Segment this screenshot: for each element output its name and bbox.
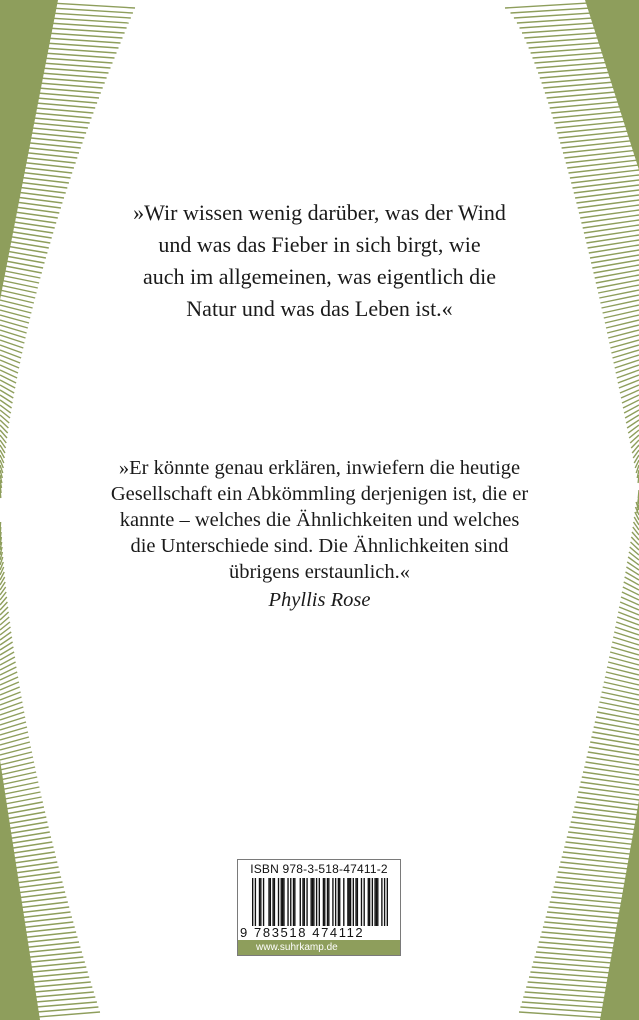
barcode-bar — [270, 878, 271, 926]
barcode-bar — [377, 878, 378, 926]
barcode-bar — [287, 878, 288, 926]
quote-line: kannte – welches die Ähnlichkeiten und welches — [119, 509, 520, 531]
barcode-bar — [335, 878, 336, 926]
barcode-bar — [364, 878, 365, 926]
barcode-bar — [328, 878, 329, 926]
barcode-bar — [259, 878, 260, 926]
barcode-bar — [350, 878, 351, 926]
barcode-bar — [381, 878, 382, 926]
barcode-bar — [260, 878, 261, 926]
barcode-bar — [255, 878, 256, 926]
barcode-bar — [316, 878, 317, 926]
barcode-bar — [274, 878, 275, 926]
barcode-bar — [339, 878, 340, 926]
barcode-bar — [312, 878, 313, 926]
quote-line: die Unterschiede sind. Die Ähnlichkeiten sind — [130, 535, 509, 557]
barcode-bar — [323, 878, 324, 926]
barcode-bar — [283, 878, 284, 926]
barcode-bar — [387, 878, 388, 926]
isbn-label: ISBN 978-3-518-47411-2 — [250, 862, 388, 876]
barcode-bar — [302, 878, 303, 926]
barcode-bar — [347, 878, 348, 926]
quote-line: Natur und was das Leben ist.« — [186, 296, 453, 321]
barcode-bar — [304, 878, 305, 926]
barcode-bar — [384, 878, 385, 926]
barcode-bar — [368, 878, 369, 926]
barcode-bar — [332, 878, 333, 926]
barcode-bar — [319, 878, 320, 926]
barcode-bar — [349, 878, 350, 926]
barcode-bar — [290, 878, 291, 926]
barcode-bar — [372, 878, 373, 926]
barcode-bar — [353, 878, 354, 926]
barcode-bar — [263, 878, 264, 926]
barcode-bar — [293, 878, 294, 926]
barcode-bar — [369, 878, 370, 926]
main-quote — [0, 197, 639, 325]
barcode-bar — [324, 878, 325, 926]
barcode-bar — [300, 878, 301, 926]
quote-line: auch im allgemeinen, was eigentlich die — [142, 264, 497, 289]
isbn-barcode — [237, 859, 401, 956]
review-quote — [0, 455, 639, 613]
quote-line: übrigens erstaunlich.« — [228, 561, 411, 583]
publisher-url: www.suhrkamp.de — [238, 940, 400, 955]
barcode-bar — [343, 878, 344, 926]
quote-author: Phyllis Rose — [268, 589, 371, 611]
barcode-bar — [361, 878, 362, 926]
barcode-bar — [338, 878, 339, 926]
barcode-bar — [272, 878, 273, 926]
barcode-bar — [268, 878, 269, 926]
barcode-bar — [252, 878, 253, 926]
quote-line: und was das Fieber in sich birgt, wie — [158, 232, 481, 257]
barcode-bar — [310, 878, 311, 926]
barcode-bar — [294, 878, 295, 926]
barcode-digits: 9 783518 474112 — [240, 925, 365, 940]
barcode-bar — [313, 878, 314, 926]
barcode-bar — [355, 878, 356, 926]
barcode-bar — [327, 878, 328, 926]
barcode-bar — [376, 878, 377, 926]
barcode-bar — [278, 878, 279, 926]
quote-line: Gesellschaft ein Abkömmling derjenigen ist, die er — [110, 483, 529, 505]
barcode-bar — [357, 878, 358, 926]
barcode-bar — [374, 878, 375, 926]
barcode-bar — [282, 878, 283, 926]
barcode-bars — [252, 878, 388, 926]
quote-line: »Er könnte genau erklären, inwiefern die heutige — [118, 457, 521, 479]
barcode-bar — [281, 878, 282, 926]
barcode-bar — [306, 878, 307, 926]
quote-line: »Wir wissen wenig darüber, was der Wind — [133, 200, 506, 225]
